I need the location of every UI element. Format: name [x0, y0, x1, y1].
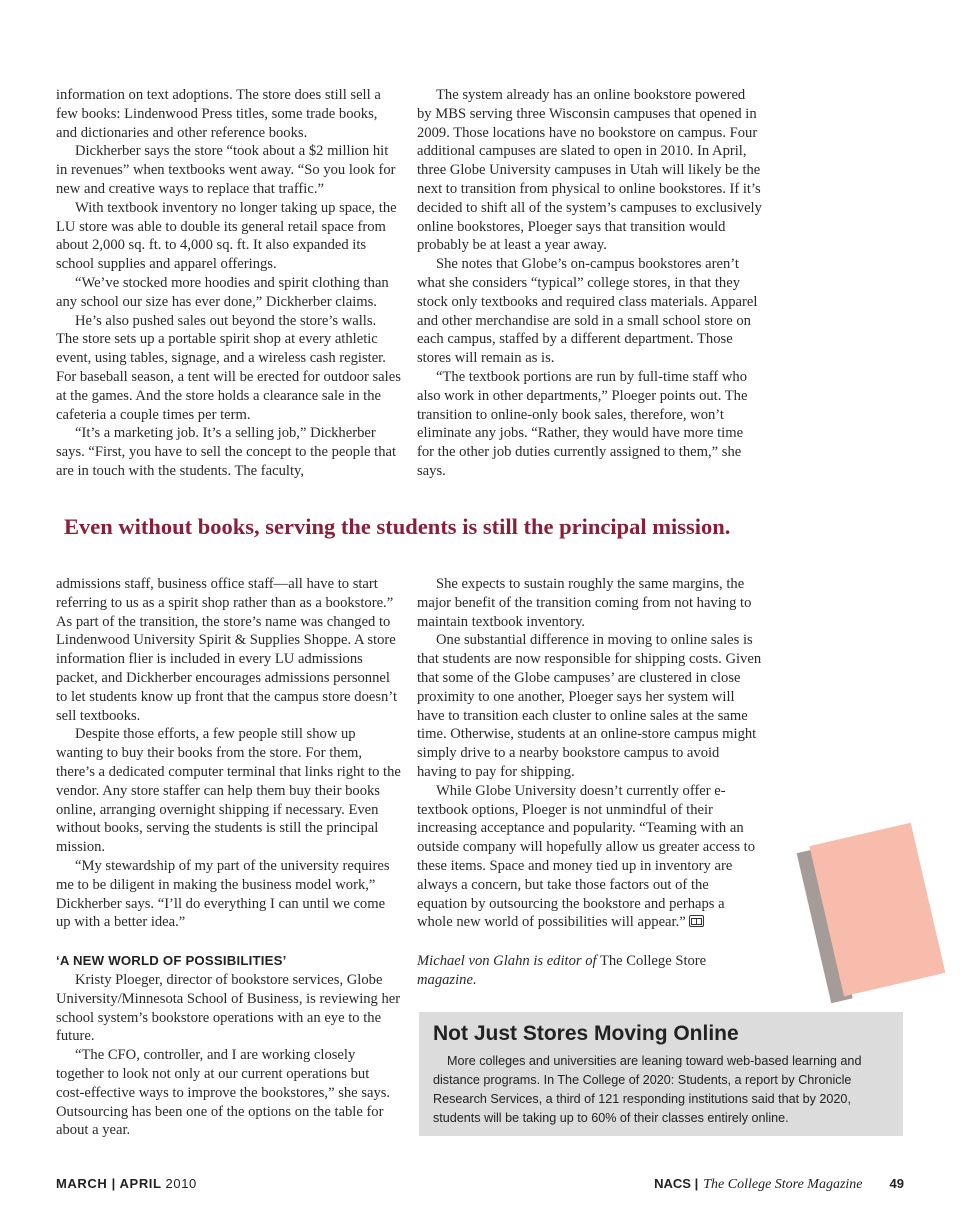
paragraph: “The textbook portions are run by full-time staff who also work in other departments,” Ploeger points out. The transition to online-only book sales, therefore, won’t eliminate any jobs. “Rather, they would have more time for the other job duties currently assigned to them,” she says. [417, 368, 748, 479]
footer-issue-year: 2010 [165, 1176, 197, 1191]
sidebar-box [419, 1012, 903, 1136]
paragraph: One substantial difference in moving to online sales is that students are now responsible for shipping costs. Given that some of the Globe campuses’ are clustered in close proximity to one another, Ploeger says her system will have to transition each cluster to online sales at the same time. Otherwise, students at an online-store campus might simply drive to a nearby bookstore campus to avoid having to pay for shipping. [417, 632, 762, 780]
paragraph: He’s also pushed sales out beyond the store’s walls. The store sets up a portable spirit shop at every athletic event, using tables, signage, and a wireless cash register. For baseball season, a tent will be erected for outdoor sales at the games. And the store holds a clearance sale in the cafeteria a couple times per term. [56, 312, 401, 423]
byline-intro: Michael von Glahn is editor of [417, 953, 597, 970]
pull-quote: Even without books, serving the students is still the principal mission. [64, 514, 731, 539]
sidebar-title: Not Just Stores Moving Online [433, 1022, 739, 1045]
paragraph-text: While Globe University doesn’t currently offer e-textbook options, Ploeger is not unmindful of their increasing acceptance and popularity. “Teaming with an outside company will hopefully allow us greater access to these items. Space and money tied up in inventory are always a concern, but take those factors out of the equation by outsourcing the bookstore and perhaps a whole new world of possibilities will appear.” [417, 782, 755, 931]
paragraph: With textbook inventory no longer taking up space, the LU store was able to double its general retail space from about 2,000 sq. ft. to 4,000 sq. ft. It also expanded its school supplies and apparel offerings. [56, 199, 397, 273]
paragraph: Despite those efforts, a few people still show up wanting to buy their books from the store. For them, there’s a dedicated computer terminal that links right to the vendor. Any store staffer can help them buy their books online, arranging overnight shipping if necessary. Even without books, serving the students is still the principal mission. [56, 726, 401, 856]
paragraph [417, 782, 762, 932]
section-subhead: ‘A NEW WORLD OF POSSIBILITIES’ [56, 953, 287, 969]
paragraph: “The CFO, controller, and I are working closely together to look not only at our current operations but cost-effective ways to improve the bookstores,” she says. Outsourcing has been one of the options on the table for about a year. [56, 1047, 391, 1139]
footer-issue [56, 1176, 197, 1191]
column-top-left [56, 86, 401, 481]
column-bottom-left [56, 575, 401, 1140]
column-bottom-right [417, 575, 762, 990]
footer-magazine-title: The College Store Magazine [703, 1177, 863, 1192]
column-top-right [417, 86, 762, 481]
paragraph: “My stewardship of my part of the university requires me to be diligent in making the business model work,” Dickherber says. “I’ll do everything I can until we come up with a better idea.” [56, 857, 390, 931]
paragraph: admissions staff, business office staff—all have to start referring to us as a spirit shop rather than as a bookstore.” As part of the transition, the store’s name was changed to Lindenwood University Spirit & Supplies Shoppe. A store information flier is included in every LU admissions packet, and Dickherber encourages admissions personnel to let students know up front that the campus store doesn’t sell textbooks. [56, 576, 398, 724]
book-illustration [796, 823, 947, 1003]
sidebar-body: More colleges and universities are leaning toward web-based learning and distance programs. In The College of 2020: Students, a report by Chronicle Research Services, a third of 121 responding institutions said that by 2020, students will be taking up to 60% of their classes entirely online. [433, 1054, 862, 1125]
paragraph: Dickherber says the store “took about a $2 million hit in revenues” when textbooks went away. “So you look for new and creative ways to replace that traffic.” [56, 143, 396, 197]
paragraph: She expects to sustain roughly the same margins, the major benefit of the transition coming from not having to maintain textbook inventory. [417, 576, 752, 630]
paragraph: The system already has an online bookstore powered by MBS serving three Wisconsin campuses that opened in 2009. Those locations have no bookstore on campus. Four additional campuses are slated to open in 2010. In April, three Globe University campuses in Utah will likely be the next to transition from physical to online bookstores. If it’s decided to shift all of the system’s campuses to exclusively online bookstores, Ploeger says that transition would probably be at least a year away. [417, 87, 762, 254]
footer-issue-months: MARCH | APRIL [56, 1176, 162, 1191]
paragraph: Kristy Ploeger, director of bookstore services, Globe University/Minnesota School of Business, is reviewing her school system’s bookstore operations with an eye to the future. [56, 971, 401, 1045]
page-number: 49 [889, 1176, 904, 1191]
paragraph: “We’ve stocked more hoodies and spirit clothing than any school our size has ever done,” Dickherber claims. [56, 274, 389, 310]
footer-publication [654, 1176, 904, 1193]
paragraph: She notes that Globe’s on-campus bookstores aren’t what she considers “typical” college stores, in that they stock only textbooks and required class materials. Apparel and other merchandise are sold in a small school store on each campus, staffed by a different department. Those stores will remain as is. [417, 256, 758, 367]
byline-outro: magazine. [417, 971, 477, 988]
paragraph: information on text adoptions. The store does still sell a few books: Lindenwood Press titles, some trade books, and dictionaries and other reference books. [56, 87, 381, 141]
book-end-mark-icon [689, 915, 704, 927]
byline-magazine: The College Store [596, 953, 707, 970]
paragraph: “It’s a marketing job. It’s a selling job,” Dickherber says. “First, you have to sell the concept to the people that are in touch with the students. The faculty, [56, 425, 397, 479]
footer-org: NACS | [654, 1176, 699, 1191]
author-byline [417, 952, 762, 990]
